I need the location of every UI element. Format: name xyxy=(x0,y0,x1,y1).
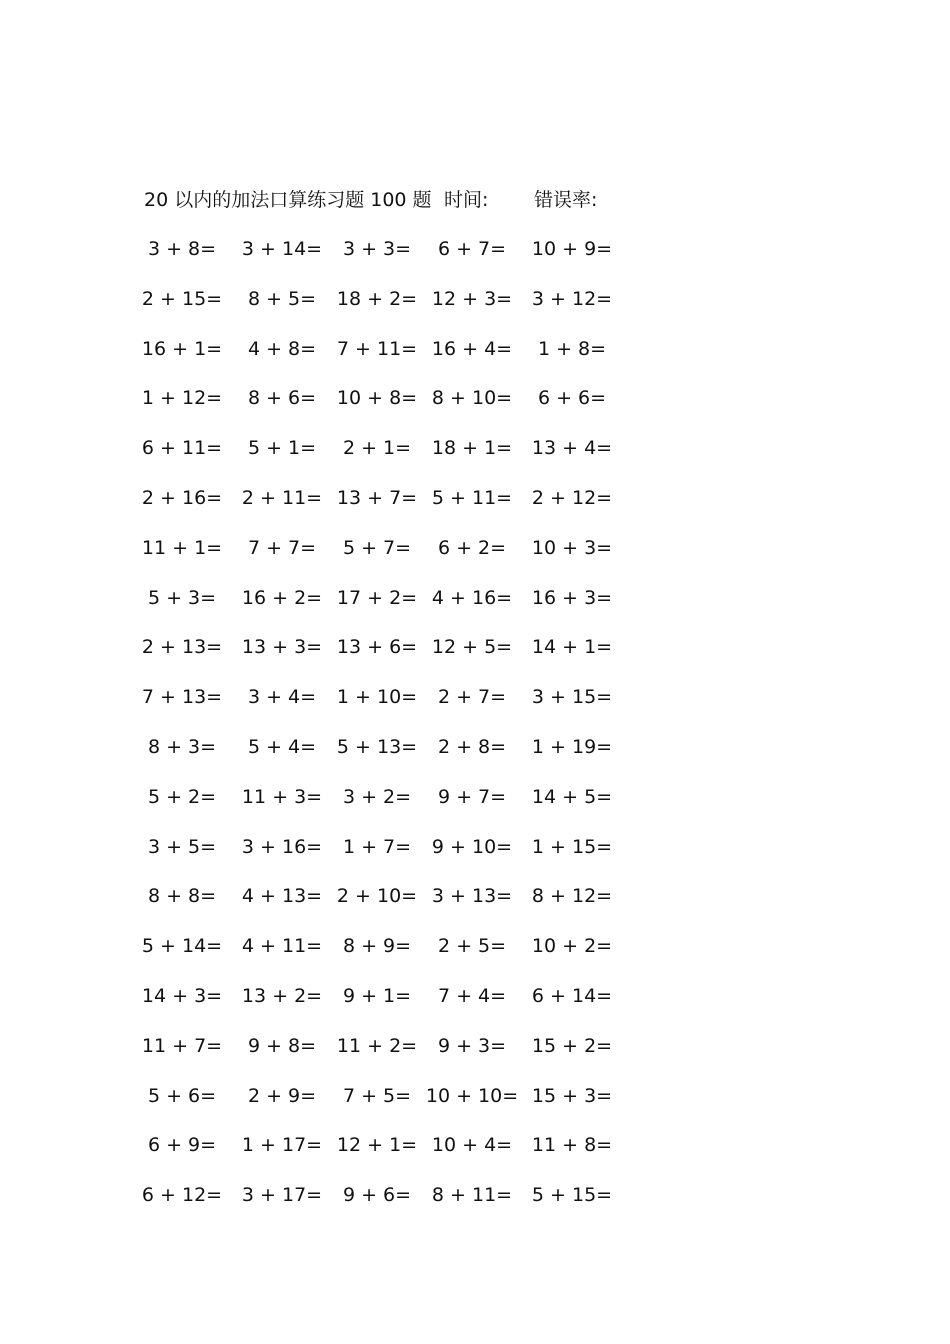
addition-problem: 11 + 8= xyxy=(531,1134,613,1157)
addition-problem: 10 + 3= xyxy=(531,536,613,559)
addition-problem: 8 + 6= xyxy=(247,387,317,410)
addition-problem: 5 + 11= xyxy=(431,486,513,509)
addition-problem: 9 + 7= xyxy=(437,785,507,808)
addition-problem: 14 + 3= xyxy=(141,984,223,1007)
problem-grid xyxy=(120,230,640,1226)
addition-problem: 3 + 8= xyxy=(147,238,217,260)
addition-problem: 3 + 14= xyxy=(241,238,323,260)
worksheet-title: 20 以内的加法口算练习题 100 题 xyxy=(144,189,432,211)
addition-problem: 16 + 2= xyxy=(241,586,323,609)
addition-problem: 5 + 7= xyxy=(342,536,412,559)
time-label: 时间: xyxy=(444,189,489,211)
problem-row xyxy=(120,1027,640,1077)
addition-problem: 7 + 5= xyxy=(342,1084,412,1107)
addition-problem: 12 + 1= xyxy=(336,1134,418,1157)
addition-problem: 11 + 2= xyxy=(336,1034,418,1057)
addition-problem: 6 + 9= xyxy=(147,1134,217,1157)
addition-problem: 2 + 10= xyxy=(336,885,418,908)
addition-problem: 10 + 9= xyxy=(531,238,613,260)
addition-problem: 9 + 6= xyxy=(342,1184,412,1207)
addition-problem: 6 + 7= xyxy=(437,238,507,260)
addition-problem: 7 + 4= xyxy=(437,984,507,1007)
addition-problem: 3 + 5= xyxy=(147,835,217,858)
addition-problem: 6 + 11= xyxy=(141,437,223,460)
addition-problem: 3 + 15= xyxy=(531,686,613,709)
addition-problem: 10 + 8= xyxy=(336,387,418,410)
problem-row xyxy=(120,1126,640,1176)
addition-problem: 6 + 14= xyxy=(531,984,613,1007)
addition-problem: 1 + 17= xyxy=(241,1134,323,1157)
addition-problem: 5 + 1= xyxy=(247,437,317,460)
addition-problem: 1 + 7= xyxy=(342,835,412,858)
addition-problem: 13 + 4= xyxy=(531,437,613,460)
addition-problem: 10 + 2= xyxy=(531,935,613,958)
problem-row xyxy=(120,728,640,778)
addition-problem: 4 + 16= xyxy=(431,586,513,609)
problem-row xyxy=(120,280,640,330)
addition-problem: 2 + 7= xyxy=(437,686,507,709)
addition-problem: 2 + 16= xyxy=(141,486,223,509)
addition-problem: 8 + 8= xyxy=(147,885,217,908)
addition-problem: 2 + 1= xyxy=(342,437,412,460)
addition-problem: 15 + 3= xyxy=(531,1084,613,1107)
addition-problem: 5 + 13= xyxy=(336,735,418,758)
addition-problem: 16 + 4= xyxy=(431,337,513,360)
problem-row xyxy=(120,828,640,878)
addition-problem: 7 + 11= xyxy=(336,337,418,360)
problem-row xyxy=(120,529,640,579)
addition-problem: 7 + 13= xyxy=(141,686,223,709)
addition-problem: 5 + 2= xyxy=(147,785,217,808)
problem-row xyxy=(120,977,640,1027)
addition-problem: 8 + 3= xyxy=(147,735,217,758)
addition-problem: 9 + 10= xyxy=(431,835,513,858)
addition-problem: 1 + 19= xyxy=(531,735,613,758)
addition-problem: 2 + 12= xyxy=(531,486,613,509)
addition-problem: 4 + 11= xyxy=(241,935,323,958)
addition-problem: 3 + 3= xyxy=(342,238,412,260)
addition-problem: 18 + 2= xyxy=(336,287,418,310)
problem-row xyxy=(120,379,640,429)
problem-row xyxy=(120,927,640,977)
error-rate-label: 错误率: xyxy=(534,189,598,211)
problem-row xyxy=(120,877,640,927)
addition-problem: 13 + 2= xyxy=(241,984,323,1007)
problem-row xyxy=(120,479,640,529)
addition-problem: 3 + 17= xyxy=(241,1184,323,1207)
addition-problem: 7 + 7= xyxy=(247,536,317,559)
addition-problem: 17 + 2= xyxy=(336,586,418,609)
addition-problem: 4 + 13= xyxy=(241,885,323,908)
problem-row xyxy=(120,778,640,828)
addition-problem: 1 + 8= xyxy=(537,337,607,360)
addition-problem: 9 + 8= xyxy=(247,1034,317,1057)
addition-problem: 8 + 5= xyxy=(247,287,317,310)
addition-problem: 3 + 16= xyxy=(241,835,323,858)
addition-problem: 1 + 15= xyxy=(531,835,613,858)
addition-problem: 9 + 1= xyxy=(342,984,412,1007)
addition-problem: 18 + 1= xyxy=(431,437,513,460)
problem-row xyxy=(120,429,640,479)
addition-problem: 2 + 8= xyxy=(437,735,507,758)
addition-problem: 5 + 6= xyxy=(147,1084,217,1107)
addition-problem: 2 + 13= xyxy=(141,636,223,659)
addition-problem: 11 + 7= xyxy=(141,1034,223,1057)
addition-problem: 13 + 3= xyxy=(241,636,323,659)
addition-problem: 8 + 11= xyxy=(431,1184,513,1207)
addition-problem: 6 + 12= xyxy=(141,1184,223,1207)
addition-problem: 11 + 3= xyxy=(241,785,323,808)
problem-row xyxy=(120,678,640,728)
addition-problem: 14 + 5= xyxy=(531,785,613,808)
addition-problem: 13 + 6= xyxy=(336,636,418,659)
problem-row xyxy=(120,1077,640,1127)
addition-problem: 12 + 5= xyxy=(431,636,513,659)
addition-problem: 10 + 10= xyxy=(425,1084,519,1107)
addition-problem: 1 + 10= xyxy=(336,686,418,709)
addition-problem: 3 + 2= xyxy=(342,785,412,808)
addition-problem: 12 + 3= xyxy=(431,287,513,310)
addition-problem: 11 + 1= xyxy=(141,536,223,559)
addition-problem: 4 + 8= xyxy=(247,337,317,360)
addition-problem: 10 + 4= xyxy=(431,1134,513,1157)
addition-problem: 14 + 1= xyxy=(531,636,613,659)
addition-problem: 6 + 6= xyxy=(537,387,607,410)
addition-problem: 2 + 11= xyxy=(241,486,323,509)
addition-problem: 2 + 5= xyxy=(437,935,507,958)
addition-problem: 5 + 15= xyxy=(531,1184,613,1207)
addition-problem: 3 + 13= xyxy=(431,885,513,908)
addition-problem: 6 + 2= xyxy=(437,536,507,559)
addition-problem: 2 + 15= xyxy=(141,287,223,310)
addition-problem: 2 + 9= xyxy=(247,1084,317,1107)
problem-row xyxy=(120,628,640,678)
addition-problem: 5 + 14= xyxy=(141,935,223,958)
addition-problem: 16 + 3= xyxy=(531,586,613,609)
addition-problem: 8 + 9= xyxy=(342,935,412,958)
problem-row xyxy=(120,330,640,380)
problem-row xyxy=(120,230,640,280)
addition-problem: 8 + 12= xyxy=(531,885,613,908)
problem-row xyxy=(120,579,640,629)
addition-problem: 15 + 2= xyxy=(531,1034,613,1057)
addition-problem: 5 + 4= xyxy=(247,735,317,758)
addition-problem: 9 + 3= xyxy=(437,1034,507,1057)
addition-problem: 13 + 7= xyxy=(336,486,418,509)
addition-problem: 16 + 1= xyxy=(141,337,223,360)
problem-row xyxy=(120,1176,640,1226)
addition-problem: 3 + 4= xyxy=(247,686,317,709)
addition-problem: 5 + 3= xyxy=(147,586,217,609)
addition-problem: 1 + 12= xyxy=(141,387,223,410)
addition-problem: 8 + 10= xyxy=(431,387,513,410)
addition-problem: 3 + 12= xyxy=(531,287,613,310)
